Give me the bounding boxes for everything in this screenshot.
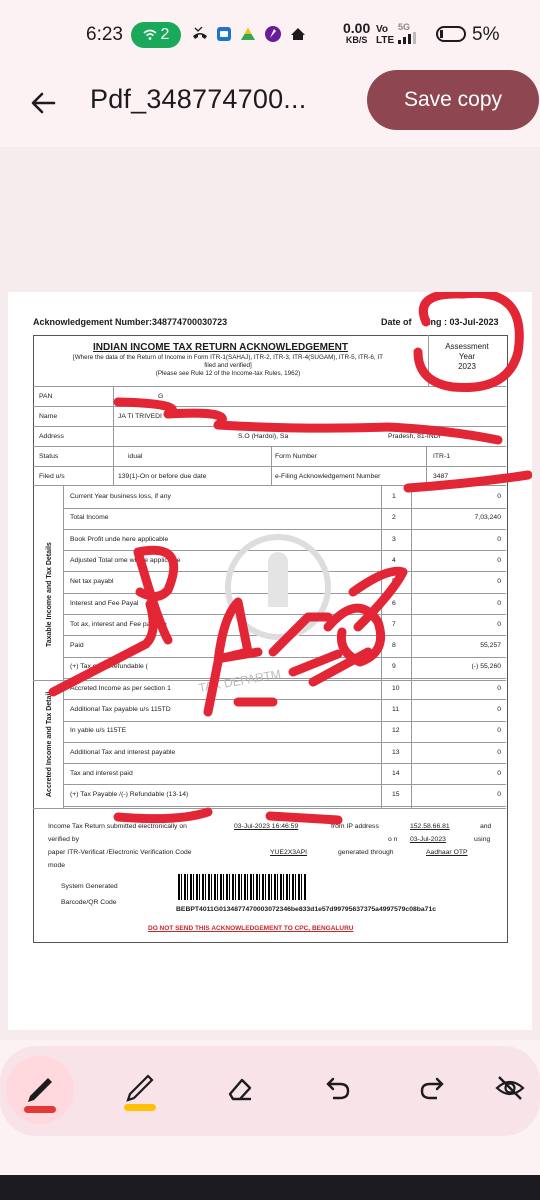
annotation-toolbar (0, 1046, 540, 1136)
undo-icon (323, 1073, 353, 1103)
footer-mode: mode (48, 862, 66, 869)
ack-hash: BEBPT4011G0134877470003072346be833d1e57d99795637375a4997579c08ba71c (176, 906, 437, 913)
eraser-tool-button[interactable] (220, 1068, 260, 1108)
back-arrow-icon[interactable] (28, 88, 58, 118)
tax-row-label: Current Year business loss, if any (70, 493, 171, 500)
assessment-year: Assessment Year 2023 (445, 342, 489, 371)
filed-label: Filed u/s (39, 473, 65, 480)
tax-row-number: 9 (392, 663, 396, 671)
tax-row-number: 10 (392, 684, 400, 692)
redo-icon (417, 1073, 447, 1103)
footer-code: YUE2X3API (270, 849, 308, 856)
document-title: Pdf_348774700... (90, 84, 307, 114)
tax-row-value: 7,03,240 (474, 514, 501, 522)
status-value: idual (128, 453, 143, 460)
tax-row-value: 0 (497, 599, 501, 607)
eraser-icon (224, 1072, 256, 1104)
tax-row-label: Tot ax, interest and Fee payable (70, 620, 167, 628)
tax-row-number: 15 (392, 791, 400, 799)
tax-row-label: (+) Tax e /(-) Refundable ( (70, 663, 148, 671)
tax-row-value: 0 (497, 769, 501, 777)
tax-row-value: 0 (497, 578, 501, 586)
tax-row-value: 0 (497, 706, 501, 713)
efiling-value: 3487 (433, 473, 449, 480)
tax-row-value: 0 (497, 791, 501, 799)
tax-row-value: 0 (497, 620, 501, 628)
hide-annotations-icon (494, 1073, 526, 1103)
footer-generated: generated through (338, 849, 394, 856)
footer-date2: 03-Jul-2023 (410, 836, 446, 843)
tax-row-number: 11 (392, 706, 400, 713)
highlighter-icon (120, 1064, 160, 1112)
tax-row-value: 0 (497, 684, 501, 692)
address-value: S.O (Hardoi), Sa (238, 433, 289, 440)
battery-icon (436, 26, 466, 42)
tax-row-label: Adjusted Total ome where applicable (70, 556, 181, 564)
tax-row-label: Net tax payabl (70, 578, 114, 586)
status-bar (0, 0, 540, 70)
footer-using: using (474, 836, 491, 843)
hide-annotations-button[interactable] (490, 1068, 530, 1108)
drive-icon (240, 27, 256, 41)
tax-row-number: 2 (392, 514, 396, 522)
tax-row-number: 12 (392, 727, 400, 735)
pan-label: PAN (39, 393, 53, 400)
clock: 6:23 (86, 24, 123, 45)
ack-subheading: [Where the data of the Return of Income in Form ITR-1(SAHAJ), ITR-2, ITR-3, ITR-4(SUGAM), ITR-5, ITR-6, IT filed and verified] (Please see Rule 12 of the Income-tax Rules, 1962) (72, 354, 383, 377)
app-icon (216, 26, 232, 42)
highlighter-tool-button[interactable] (120, 1068, 160, 1108)
tax-row-number: 7 (392, 620, 396, 628)
footer-paper: paper ITR-Verificat /Electronic Verification Code (48, 849, 192, 856)
tax-row-label: Additional Tax payable u/s 115TD (70, 706, 171, 713)
tax-row-label: Tax and interest paid (70, 769, 133, 777)
barcode-label: Barcode/QR Code (61, 899, 117, 906)
pen-tool-button[interactable] (6, 1056, 74, 1124)
pen-icon (20, 1066, 60, 1114)
address-value-2: Pradesh, 81-INDI (388, 433, 441, 440)
footer-ip-label: from IP address (331, 823, 379, 830)
notification-icons (192, 25, 306, 43)
tax-row-label: In yable u/s 115TE (70, 727, 127, 735)
name-value: JA TI TRIVEDI (118, 413, 162, 420)
wifi-icon (143, 29, 157, 41)
tax-row-label: Total Income (70, 514, 109, 522)
system-generated: System Generated (61, 883, 118, 890)
footer-ip: 152.58.66.81 (410, 823, 450, 830)
pdf-page[interactable] (8, 292, 532, 1030)
pan-value: G (158, 393, 164, 400)
tax-row-label: Paid (70, 642, 84, 650)
footer-otp: Aadhaar OTP (426, 849, 468, 856)
side-label-accreted: Accreted Income and Tax Detail (46, 691, 53, 797)
tax-row-value: (-) 55,260 (471, 663, 501, 671)
side-label-taxable: Taxable Income and Tax Details (46, 542, 53, 647)
watermark-text: TAX DEPARTM (197, 666, 282, 696)
tax-row-number: 5 (392, 578, 396, 586)
pen-annotations (8, 292, 532, 1030)
redo-button[interactable] (412, 1068, 452, 1108)
footer-line-1: Income Tax Return submitted electronically on (48, 823, 187, 830)
tax-row-number: 3 (392, 535, 396, 543)
form-number-value: ITR-1 (433, 453, 450, 460)
battery-percent: 5% (472, 24, 500, 45)
status-label: Status (39, 453, 59, 460)
tax-row-label: (+) Tax Payable /(-) Refundable (13-14) (70, 791, 189, 799)
signal-indicator: 5G (398, 22, 416, 47)
address-label: Address (39, 433, 64, 440)
document-canvas[interactable] (0, 147, 540, 1040)
tax-row-label: Interest and Fee Payal (70, 599, 139, 607)
signal-bars-icon (398, 32, 416, 44)
brand-app-icon (264, 25, 282, 43)
system-nav-bar (0, 1175, 540, 1200)
hotspot-count: 2 (160, 26, 170, 43)
tax-row-label: Accreted Income as per section 1 (70, 684, 171, 692)
footer-on: o n (388, 836, 398, 843)
tax-row-value: 0 (497, 727, 501, 735)
ack-number: Acknowledgement Number:348774700030723 (33, 317, 228, 327)
app-header (0, 70, 540, 140)
tax-row-number: 1 (392, 493, 396, 500)
do-not-send-notice: DO NOT SEND THIS ACKNOWLEDGEMENT TO CPC, BENGALURU (148, 925, 354, 932)
volte-indicator: Vo LTE (376, 24, 395, 46)
undo-button[interactable] (318, 1068, 358, 1108)
missed-call-icon (192, 27, 208, 41)
tax-row-value: 0 (497, 535, 501, 543)
filing-date: Date of ing : 03-Jul-2023 (381, 317, 499, 327)
form-number-label: Form Number (275, 453, 317, 460)
tax-row-number: 14 (392, 769, 400, 777)
home-app-icon (290, 27, 306, 41)
name-label: Name (39, 413, 58, 420)
filed-value: 139(1)-On or before due date (118, 473, 207, 480)
tax-row-number: 8 (392, 642, 396, 650)
hotspot-badge (131, 22, 181, 48)
efiling-label: e-Filing Acknowledgement Number (275, 473, 381, 480)
save-copy-button[interactable]: Save copy (367, 70, 539, 130)
network-speed: 0.00 KB/S (343, 20, 371, 45)
tax-row-label: Additional Tax and interest payable (70, 748, 176, 756)
tax-row-value: 55,257 (480, 642, 501, 650)
tax-row-number: 13 (392, 748, 400, 756)
tax-row-value: 0 (497, 556, 501, 564)
ack-heading: INDIAN INCOME TAX RETURN ACKNOWLEDGEMENT (93, 342, 348, 353)
tax-row-number: 4 (392, 556, 396, 564)
footer-verified: verified by (48, 836, 79, 843)
tax-row-value: 0 (497, 748, 501, 756)
tax-row-value: 0 (497, 493, 501, 500)
tax-row-label: Book Profit unde here applicable (70, 535, 169, 543)
footer-datetime: 03-Jul-2023 16:46:59 (234, 823, 299, 830)
footer-and: and (480, 823, 492, 830)
tax-row-number: 6 (392, 599, 396, 607)
